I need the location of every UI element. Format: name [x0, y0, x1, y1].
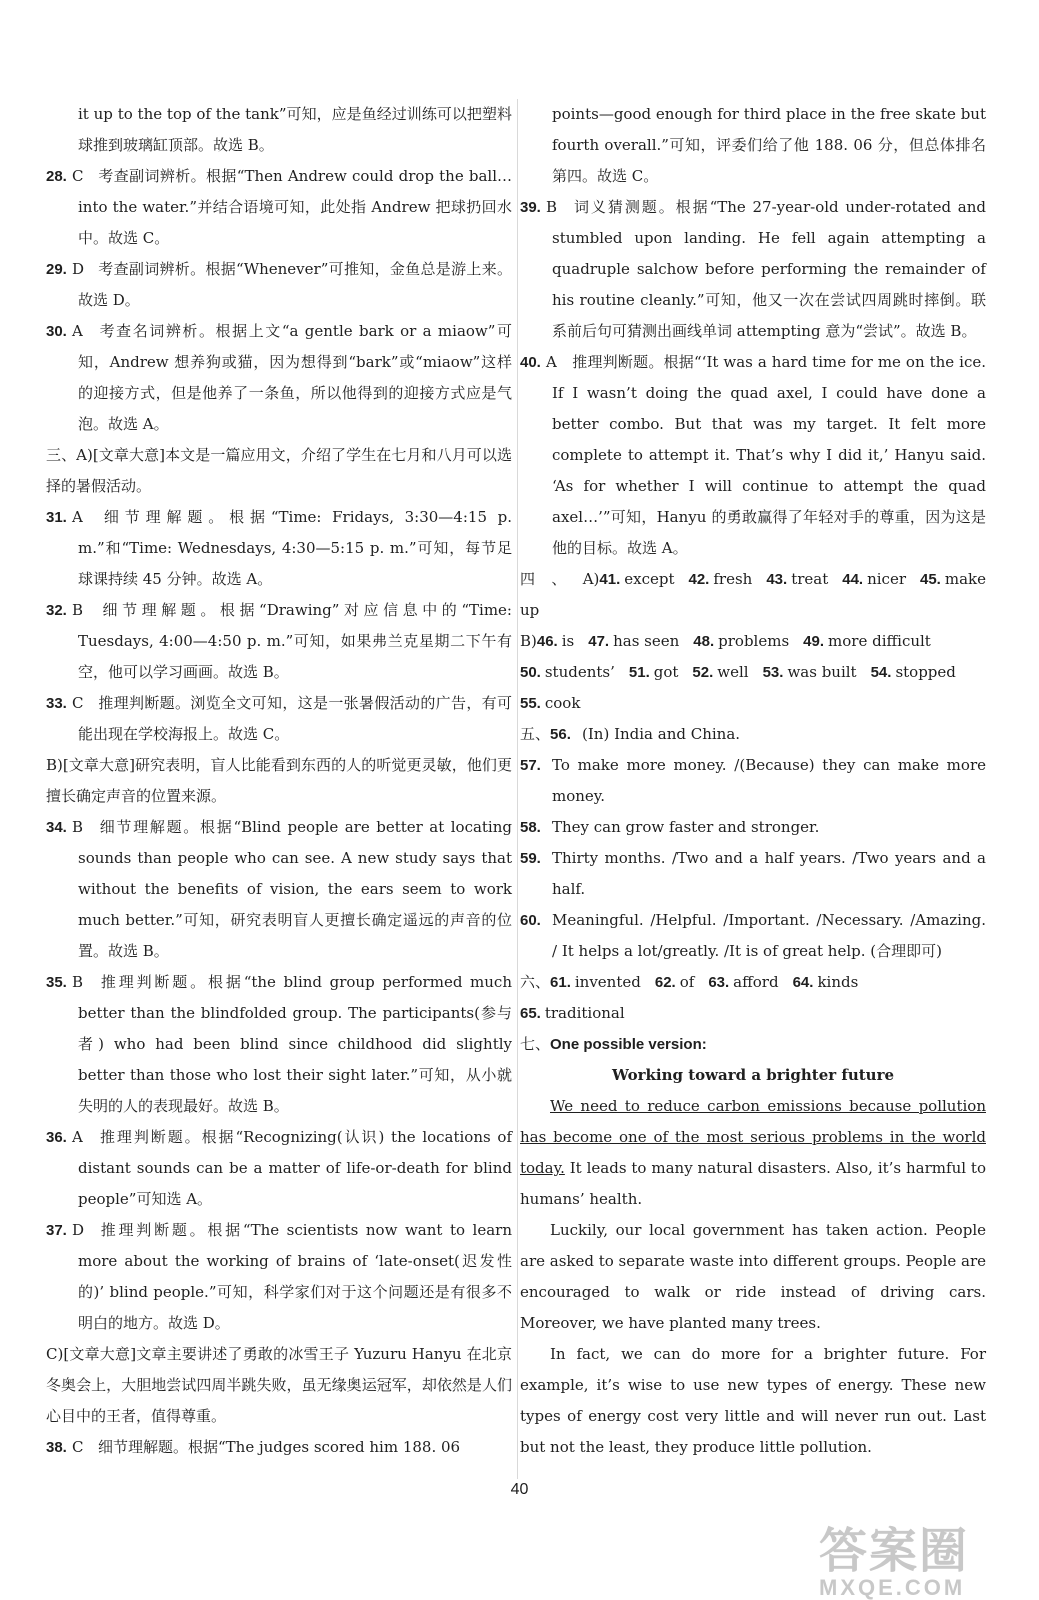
question-number: 42. [688, 571, 710, 588]
fill-answer: make up [520, 570, 986, 619]
answer-item [520, 347, 986, 564]
answer-letter: B [72, 818, 84, 836]
question-number: 31. [46, 509, 67, 526]
answer-explanation: 细节理解题。根据“Blind people are better at locating sounds than people who can see. A new study says that without the benefits of vision, the ears seem to work much better.”可知，研究表明盲人更擅长确定遥远的声音的位置。故选 B。 [78, 818, 512, 960]
question-number: 33. [46, 695, 67, 712]
fill-answer: kinds [817, 973, 859, 991]
short-answer-item [520, 750, 986, 812]
essay-paragraph-1 [520, 1091, 986, 1215]
answer-explanation: it up to the top of the tank”可知，应是鱼经过训练可以把塑料球推到玻璃缸顶部。故选 B。 [78, 105, 512, 154]
question-number: 40. [520, 354, 541, 371]
section-4-line-a [520, 564, 986, 626]
question-number: 45. [920, 571, 941, 588]
question-number: 59. [520, 850, 541, 867]
answer-letter: A [546, 353, 557, 371]
fill-answer: is [561, 632, 575, 650]
answer-item [46, 812, 512, 967]
fill-item [520, 1004, 625, 1022]
fill-item [871, 663, 956, 681]
fill-item [693, 632, 789, 650]
question-number: 46. [536, 633, 558, 650]
fill-item [708, 973, 778, 991]
essay-paragraph-3: In fact, we can do more for a brighter future. For example, it’s wise to use new types of energy. These new types of energy cost very little and will never run out. Last but not the least, they produce little pollution. [520, 1345, 986, 1456]
watermark-logo [819, 1526, 1019, 1598]
question-number: 57. [520, 757, 541, 774]
short-answer-text: Thirty months. /Two and a half years. /Two years and a half. [552, 849, 986, 898]
question-number: 48. [693, 633, 715, 650]
section-7-prefix: 七、 [520, 1035, 551, 1053]
answer-explanation: 考查名词辨析。根据上文“a gentle bark or a miaow”可知，Andrew 想养狗或猫，因为想得到“bark”或“miaow”这样的迎接方式，但是他养了一条鱼，所以他得到的迎接方式应是气泡。故选 A。 [78, 322, 512, 433]
question-number: 54. [870, 664, 892, 681]
fill-item [520, 694, 580, 712]
fill-item [803, 632, 931, 650]
fill-item [537, 632, 574, 650]
answer-explanation: 考查副词辨析。根据“Then Andrew could drop the ball…into the water.”并结合语境可知，此处指 Andrew 把球扔回水中。故选 C。 [78, 167, 512, 247]
answer-letter: B [546, 198, 558, 216]
answer-letter: C [72, 167, 84, 185]
answer-explanation: 推理判断题。根据“Recognizing(认识) the locations of distant sounds can be a matter of life-or-death for blind people”可知选 A。 [78, 1128, 512, 1208]
fill-answer: except [624, 570, 675, 588]
fill-answer: invented [574, 973, 641, 991]
essay-title: Working toward a brighter future [611, 1066, 895, 1084]
fill-answer: problems [718, 632, 790, 650]
question-number: 64. [792, 974, 814, 991]
answer-letter: B [72, 973, 84, 991]
answer-letter: C [72, 1438, 84, 1456]
question-number: 56. [550, 726, 571, 743]
fill-answer: has seen [613, 632, 680, 650]
right-answers [520, 99, 986, 564]
question-number: 52. [692, 664, 714, 681]
answer-item [46, 161, 512, 254]
question-number: 47. [588, 633, 610, 650]
question-number: 29. [46, 261, 67, 278]
fill-answer: more difficult [828, 632, 931, 650]
fill-answer: well [717, 663, 749, 681]
left-column [46, 99, 512, 1463]
section-4-line-b [520, 626, 986, 657]
watermark-text: 答案圈 [819, 1525, 970, 1578]
answer-letter: C [72, 694, 84, 712]
section-header [46, 1339, 512, 1432]
answer-item [520, 99, 986, 192]
fill-answer: of [679, 973, 695, 991]
section-4-line-d [520, 688, 986, 719]
fill-item [550, 973, 641, 991]
answer-explanation: 推理判断题。浏览全文可知，这是一张暑假活动的广告，有可能出现在学校海报上。故选 C。 [78, 694, 512, 743]
short-answer-text: They can grow faster and stronger. [552, 818, 820, 836]
answer-explanation: 推理判断题。根据“‘It was a hard time for me on the ice. If I wasn’t doing the quad axel, I could have done a better combo. But that was my target. It felt more complete to attempt it. That’s why I did it,’ Hanyu said. ‘As for whether I will continue to attempt the quad axel…’”可知，Hanyu 的勇敢赢得了年轻对手的尊重，因为这是他的目标。故选 A。 [552, 353, 986, 557]
question-number: 39. [520, 199, 541, 216]
section-4-b-prefix: B) [520, 632, 537, 650]
question-number: 50. [520, 664, 541, 681]
column-divider [517, 99, 518, 1479]
question-number: 44. [842, 571, 864, 588]
fill-group-b [537, 632, 945, 650]
fill-item [692, 663, 748, 681]
fill-answer: cook [544, 694, 581, 712]
short-answer-item [520, 905, 986, 967]
section-6-prefix: 六、 [520, 973, 551, 991]
question-number: 53. [762, 664, 784, 681]
question-number: 61. [550, 974, 571, 991]
section-5-prefix: 五、 [520, 725, 551, 743]
question-number: 60. [520, 912, 541, 929]
answer-letter: B [72, 601, 84, 619]
answer-explanation: 细节理解题。根据“Drawing”对应信息中的“Time: Tuesdays, 4:00—4:50 p. m.”可知，如果弗兰克星期二下午有空，他可以学习画画。故选 B。 [78, 601, 512, 681]
fill-answer: students’ [544, 663, 615, 681]
question-number: 62. [654, 974, 676, 991]
fill-answer: traditional [544, 1004, 625, 1022]
answer-item [46, 1215, 512, 1339]
answer-letter: A [72, 1128, 83, 1146]
answer-item [46, 1432, 512, 1463]
section-header [46, 750, 512, 812]
fill-item [766, 570, 828, 588]
section-6-line-1 [520, 967, 986, 998]
question-number: 65. [520, 1005, 541, 1022]
watermark-url: MXQE.COM [819, 1575, 966, 1600]
answer-explanation: 词义猜测题。根据“The 27-year-old under-rotated and stumbled upon landing. He fell again attempting a quadruple salchow before performing the remainder of his routine cleanly.”可知，他又一次在尝试四周跳时摔倒。联系前后句可猜测出画线单词 attempting 意为“尝试”。故选 B。 [552, 198, 986, 340]
short-answer-item [520, 719, 986, 750]
answer-explanation: 推理判断题。根据“the blind group performed much better than the blindfolded group. The participants(参与者) who had been blind since childhood did slightly better than those who lost their sight later.”可知，从小就失明的人的表现最好。故选 B。 [78, 973, 512, 1115]
answer-item [46, 688, 512, 750]
question-number: 55. [520, 695, 541, 712]
fill-answer: afford [733, 973, 779, 991]
question-number: 36. [46, 1129, 67, 1146]
answer-explanation: 细节理解题。根据“The judges scored him 188. 06 [98, 1438, 461, 1456]
question-number: 63. [708, 974, 730, 991]
essay-paragraph-2: Luckily, our local government has taken action. People are asked to separate waste into different groups. People are encouraged to walk or ride instead of driving cars. Moreover, we have planted many trees. [520, 1221, 987, 1332]
question-number: 49. [803, 633, 825, 650]
short-answer-item [520, 843, 986, 905]
section-6-line-2 [520, 998, 986, 1029]
short-answer-item [520, 812, 986, 843]
answer-item [46, 967, 512, 1122]
fill-item [520, 663, 615, 681]
fill-item [629, 663, 679, 681]
answer-item [520, 192, 986, 347]
answer-letter: A [72, 322, 83, 340]
fill-item [763, 663, 857, 681]
question-number: 43. [766, 571, 788, 588]
section-5 [520, 719, 986, 967]
answer-explanation: 推理判断题。根据“The scientists now want to learn more about the working of brains of ‘late-onset(迟发性的)’ blind people.”可知，科学家们对于这个问题还是有很多不明白的地方。故选 D。 [78, 1221, 512, 1332]
essay-label: One possible version: [550, 1036, 707, 1053]
answer-explanation: 考查副词辨析。根据“Whenever”可推知，金鱼总是游上来。故选 D。 [78, 260, 512, 309]
fill-answer: fresh [713, 570, 753, 588]
question-number: 32. [46, 602, 67, 619]
question-number: 35. [46, 974, 67, 991]
question-number: 41. [599, 571, 621, 588]
fill-group-6a [550, 973, 872, 991]
section-header [46, 440, 512, 502]
page-number: 40 [510, 1481, 529, 1498]
fill-answer: stopped [895, 663, 956, 681]
essay-p1-rest: It leads to many natural disasters. Also, it’s harmful to humans’ health. [520, 1159, 986, 1208]
answer-letter: D [72, 1221, 85, 1239]
fill-item [588, 632, 679, 650]
short-answer-text: Meaningful. /Helpful. /Important. /Necessary. /Amazing. / It helps a lot/greatly. /It is of great help. (合理即可) [552, 911, 986, 960]
answer-explanation: 三、A)[文章大意]本文是一篇应用文，介绍了学生在七月和八月可以选择的暑假活动。 [46, 446, 512, 495]
fill-answer: nicer [867, 570, 906, 588]
answer-item [46, 254, 512, 316]
fill-answer: was built [787, 663, 857, 681]
answer-explanation: B)[文章大意]研究表明，盲人比能看到东西的人的听觉更灵敏，他们更擅长确定声音的位置来源。 [46, 756, 512, 805]
essay-underlined-sentence: We need to reduce carbon emissions because pollution has become one of the most serious problems in the world today. [520, 1097, 986, 1177]
question-number: 38. [46, 1439, 67, 1456]
fill-item [689, 570, 753, 588]
short-answer-text: (In) India and China. [582, 725, 741, 743]
answer-explanation: C)[文章大意]文章主要讲述了勇敢的冰雪王子 Yuzuru Hanyu 在北京冬奥会上，大胆地尝试四周半跳失败，虽无缘奥运冠军，却依然是人们心目中的王者，值得尊重。 [46, 1345, 512, 1425]
answer-explanation: points—good enough for third place in the free skate but fourth overall.”可知，评委们给了他 188. 06 分，但总体排名第四。故选 C。 [552, 105, 986, 185]
question-number: 30. [46, 323, 67, 340]
answer-item [46, 316, 512, 440]
answer-item [46, 1122, 512, 1215]
question-number: 58. [520, 819, 541, 836]
fill-item [655, 973, 694, 991]
short-answer-text: To make more money. /(Because) they can make more money. [552, 756, 986, 805]
fill-item [842, 570, 906, 588]
answer-letter: D [72, 260, 85, 278]
question-number: 37. [46, 1222, 67, 1239]
fill-item [599, 570, 674, 588]
question-number: 34. [46, 819, 67, 836]
answer-explanation: 细节理解题。根据“Time: Fridays, 3:30—4:15 p. m.”和“Time: Wednesdays, 4:30—5:15 p. m.”可知，每节足球课持续 45 分钟。故选 A。 [78, 508, 512, 588]
answer-letter: A [72, 508, 83, 526]
answer-item [46, 595, 512, 688]
section-4-prefix: 四、A) [520, 570, 600, 588]
section-4-line-c [520, 657, 986, 688]
answer-item [46, 99, 512, 161]
fill-item [793, 973, 859, 991]
answer-item [46, 502, 512, 595]
question-number: 51. [628, 664, 650, 681]
right-column [520, 99, 986, 1463]
fill-answer: treat [791, 570, 829, 588]
fill-answer: got [653, 663, 679, 681]
section-7-header [520, 1029, 986, 1060]
question-number: 28. [46, 168, 67, 185]
